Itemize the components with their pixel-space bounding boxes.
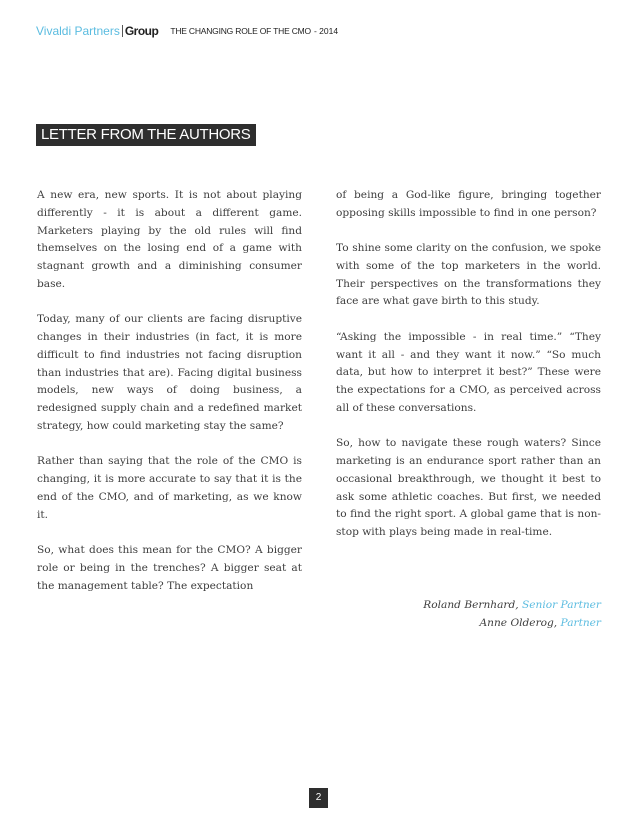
signature-line [423,615,601,633]
author-role: Partner [560,616,601,629]
logo-divider [122,25,123,37]
author-name: Roland Bernhard, [423,599,519,611]
author-role: Senior Partner [522,599,601,611]
author-signatures [423,597,601,633]
paragraph: So, what does this mean for the CMO? A bigger role or being in the trenches? A bigger seat at the management table? The expectation [37,544,302,592]
page-number: 2 [309,788,328,808]
paragraph: of being a God-like figure, bringing together opposing skills impossible to find in one person? [336,189,601,219]
signature-line [423,597,601,615]
paragraph: Rather than saying that the role of the CMO is changing, it is more accurate to say that it is the end of the CMO, and of marketing, as we know it. [37,455,302,521]
left-column [37,187,302,613]
author-name: Anne Olderog, [479,616,558,629]
document-title: THE CHANGING ROLE OF THE CMO [170,26,311,36]
brand-primary: Vivaldi Partners [36,24,120,38]
paragraph: “Asking the impossible - in real time.” “They want it all - and they want it now.” “So much data, but how to interpret it best?” These were the expectations for a CMO, as perceived across all of these conversations. [336,330,601,414]
brand-secondary: Group [124,24,159,38]
paragraph: To shine some clarity on the confusion, we spoke with some of the top marketers in the world. Their perspectives on the transformations they face are what gave birth to this study. [336,242,601,308]
document-year: - 2014 [313,26,339,36]
paragraph: Today, many of our clients are facing disruptive changes in their industries (in fact, it is more difficult to find industries not facing disruption than industries that are). Facing digital business models, new ways of doing business, a redesigned supply chain and a redefined market strategy, how could marketing stay the same? [37,313,302,433]
section-title: LETTER FROM THE AUTHORS [36,124,256,146]
brand-logo [36,24,158,38]
paragraph: So, how to navigate these rough waters? Since marketing is an endurance sport rather than an occasional breakthrough, we thought it best to ask some athletic coaches. But first, we needed to find the right sport. A global game that is non-stop with plays being made in real-time. [336,437,601,539]
right-column [336,187,601,560]
paragraph: A new era, new sports. It is not about playing differently - it is about a different game. Marketers playing by the old rules will find themselves on the losing end of a game with stagnant growth and a diminishing consumer base. [37,189,302,290]
page-header [36,23,338,39]
